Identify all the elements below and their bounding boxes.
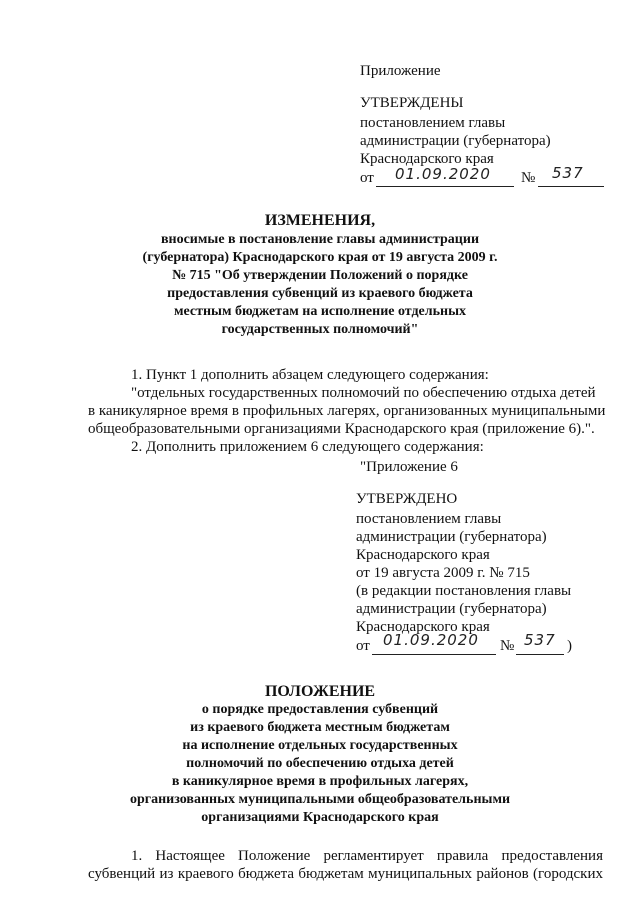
appendix6-from-label: от: [356, 638, 370, 654]
appendix6-close-paren: ): [567, 638, 572, 654]
appendix6-approved: УТВЕРЖДЕНО: [356, 491, 458, 507]
handwritten-number: 537: [552, 164, 584, 182]
regulation-subtitle-2: из краевого бюджета местным бюджетам: [190, 720, 450, 735]
quote-line-1: "отдельных государственных полномочий по обеспечению отдыха детей: [131, 385, 596, 401]
appendix6-line-4: от 19 августа 2009 г. № 715: [356, 565, 530, 581]
regulation-body-line-1: 1. Настоящее Положение регламентирует правила предоставления: [131, 848, 603, 864]
approval-number-label: №: [521, 170, 536, 186]
changes-subtitle-5: местным бюджетам на исполнение отдельных: [173, 304, 467, 319]
approval-from-label: от: [360, 170, 374, 186]
regulation-subtitle-7: организациями Краснодарского края: [201, 810, 439, 825]
changes-subtitle-2: (губернатора) Краснодарского края от 19 августа 2009 г.: [142, 250, 498, 265]
regulation-title: ПОЛОЖЕНИЕ: [264, 683, 376, 700]
regulation-subtitle-3: на исполнение отдельных государственных: [182, 738, 458, 753]
regulation-body-line-2: субвенций из краевого бюджета бюджетам муниципальных районов (городских: [88, 866, 603, 882]
regulation-subtitle-6: организованных муниципальными общеобразовательными: [129, 792, 511, 807]
appendix6-line-3: Краснодарского края: [356, 547, 490, 563]
handwritten-date: 01.09.2020: [395, 165, 491, 183]
regulation-subtitle-5: в каникулярное время в профильных лагерях,: [171, 774, 469, 789]
paragraph-1: 1. Пункт 1 дополнить абзацем следующего содержания:: [131, 367, 489, 383]
appendix6-line-6: администрации (губернатора): [356, 601, 547, 617]
appendix6-handwritten-date: 01.09.2020: [383, 631, 479, 649]
appendix6-title: "Приложение 6: [360, 459, 458, 475]
changes-title: ИЗМЕНЕНИЯ,: [264, 212, 376, 229]
approval-line-3: Краснодарского края: [360, 151, 494, 167]
approval-line-1: постановлением главы: [360, 115, 506, 131]
approval-line-2: администрации (губернатора): [360, 133, 551, 149]
changes-subtitle-6: государственных полномочий": [221, 322, 419, 337]
changes-subtitle-4: предоставления субвенций из краевого бюджета: [167, 286, 473, 301]
approved-heading: УТВЕРЖДЕНЫ: [360, 95, 464, 111]
regulation-subtitle-1: о порядке предоставления субвенций: [201, 702, 439, 717]
quote-line-2: в каникулярное время в профильных лагерях, организованных муниципальными: [88, 403, 606, 419]
changes-subtitle-3: № 715 "Об утверждении Положений о порядке: [172, 268, 468, 283]
paragraph-2: 2. Дополнить приложением 6 следующего содержания:: [131, 439, 484, 455]
date-underline: [376, 186, 514, 187]
appendix6-line-1: постановлением главы: [356, 511, 502, 527]
regulation-subtitle-4: полномочий по обеспечению отдыха детей: [186, 756, 454, 771]
appendix6-line-2: администрации (губернатора): [356, 529, 547, 545]
number-underline: [538, 186, 604, 187]
appendix6-line-7: Краснодарского края: [356, 619, 490, 635]
quote-line-3: общеобразовательными организациями Краснодарского края (приложение 6).".: [88, 421, 595, 437]
appendix6-handwritten-number: 537: [524, 631, 556, 649]
appendix6-number-underline: [516, 654, 564, 655]
changes-subtitle-1: вносимые в постановление главы администрации: [160, 232, 480, 247]
appendix6-date-underline: [372, 654, 496, 655]
appendix-title: Приложение: [360, 63, 441, 79]
appendix6-number-label: №: [500, 638, 515, 654]
appendix6-line-5: (в редакции постановления главы: [356, 583, 572, 599]
